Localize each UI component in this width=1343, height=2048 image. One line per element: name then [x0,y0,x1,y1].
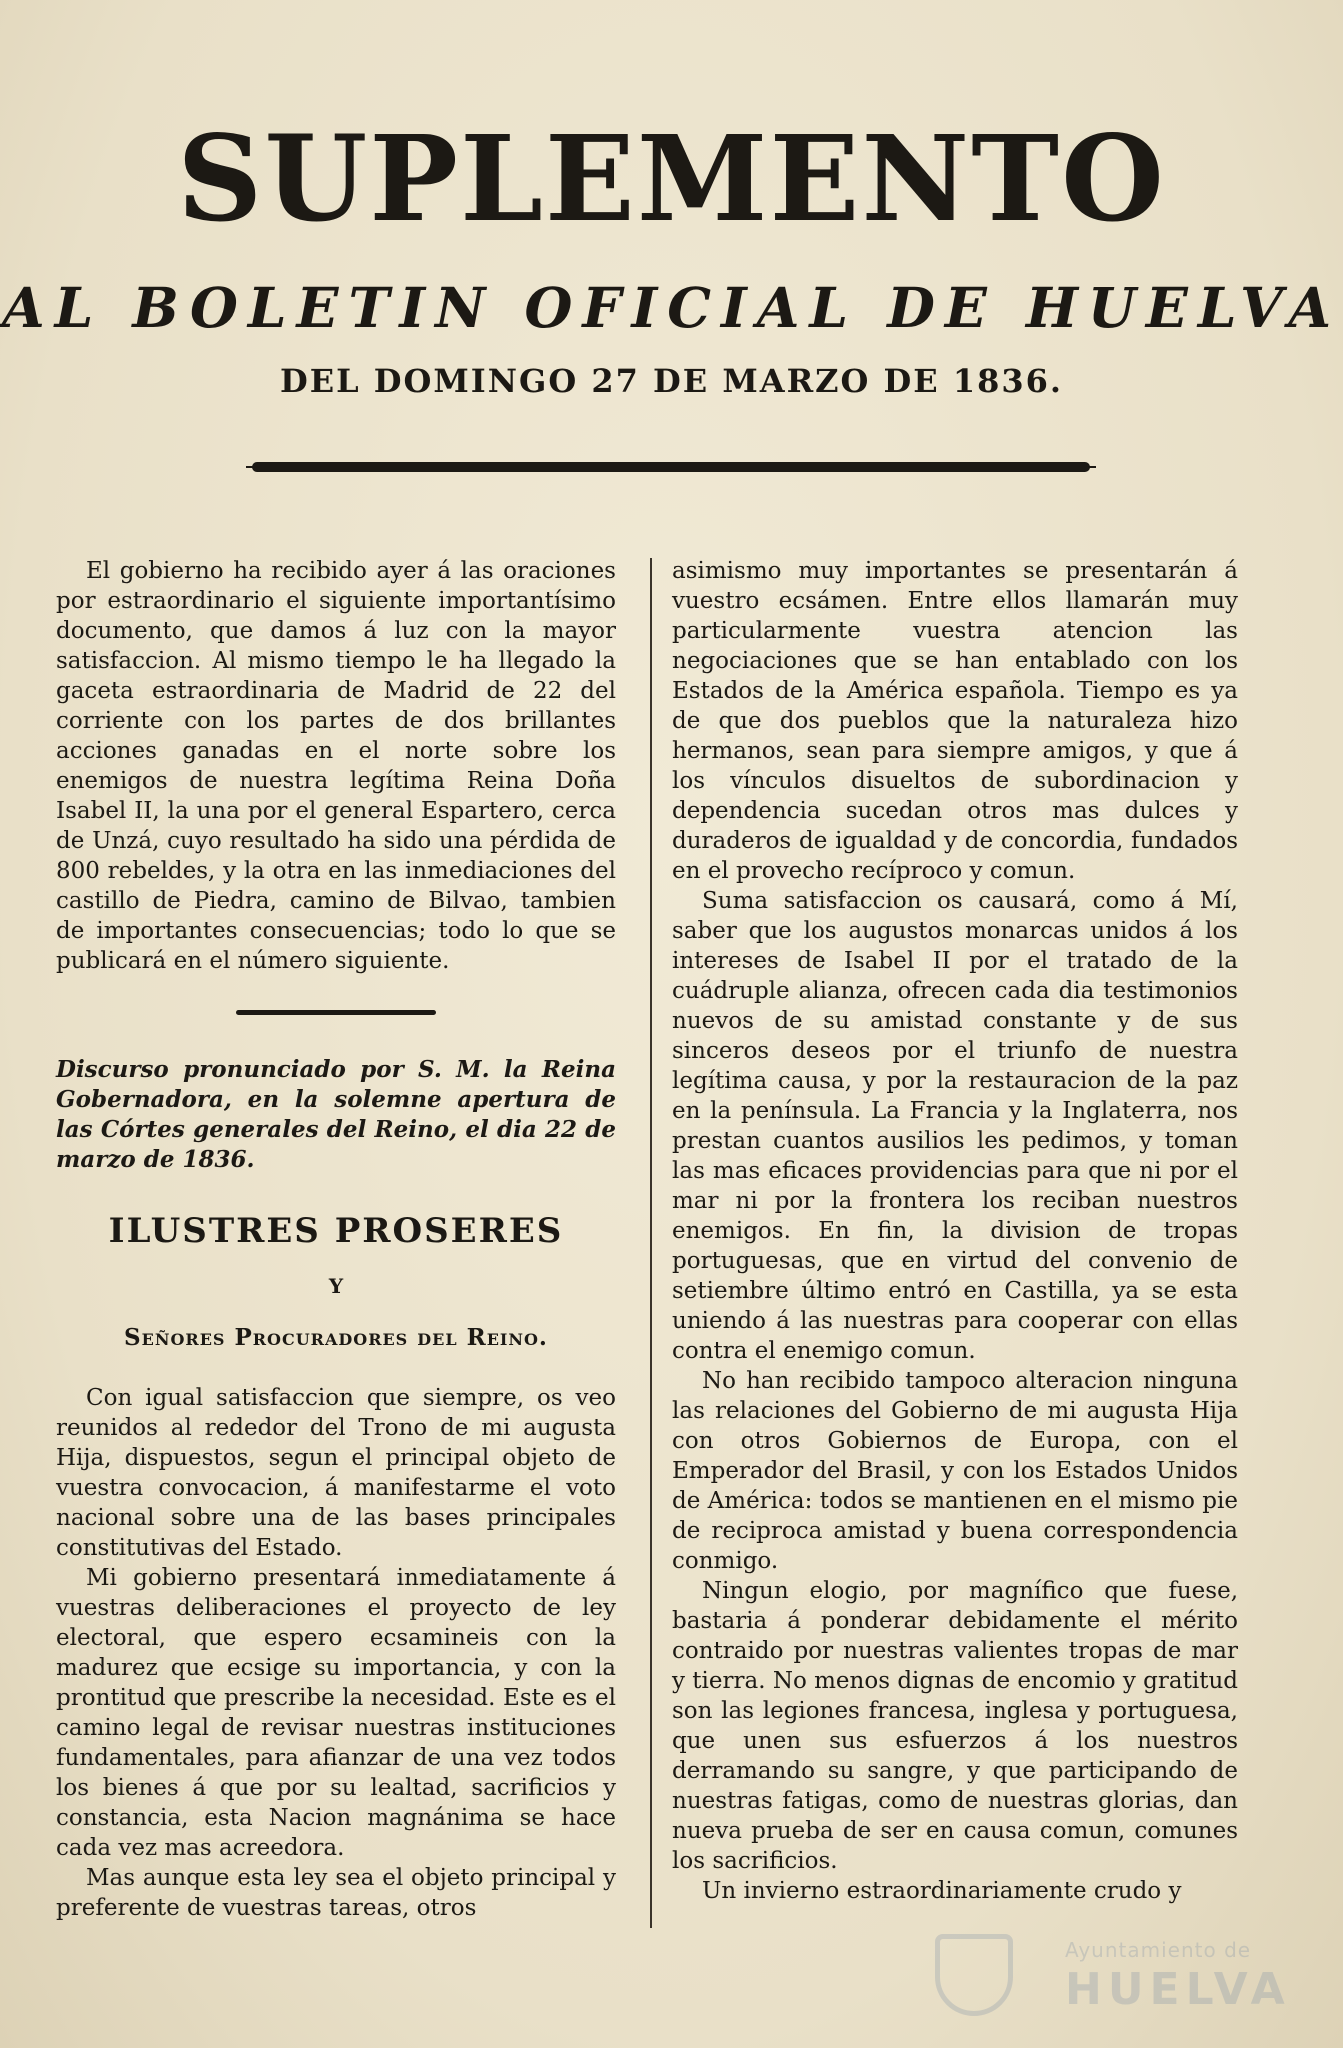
city-seal-icon [935,1934,1013,2016]
right-column [672,556,1238,1906]
speech-paragraph: Con igual satisfaccion que siempre, os veo reunidos al rededor del Trono de mi augusta Hija, dispuestos, segun el principal objeto de vuestra convocacion, á manifestarme el voto nacional sobre una de las bases principales constitutivas del Estado. [56,1385,616,1561]
speech-heading-y: Y [328,1274,344,1298]
speech-intro: Discurso pronunciado por S. M. la Reina Gobernadora, en la solemne apertura de las Córtes generales del Reino, el dia 22 de marzo de 1836. [56,1056,616,1173]
column-divider [650,558,652,1928]
speech-heading-procuradores: Señores Procuradores del Reino. [124,1324,548,1351]
masthead-date: DEL DOMINGO 27 DE MARZO DE 1836. [279,362,1064,400]
masthead-rule [252,462,1090,472]
speech-paragraph: Mi gobierno presentará inmediatamente á vuestras deliberaciones el proyecto de ley electoral, que espero ecsamineis con la madurez que ecsige su importancia, y con la prontitud que prescribe la necesidad. Este es el camino legal de revisar nuestras instituciones fundamentales, para afianzar de una vez todos los bienes á que por su lealtad, sacrificios y constancia, esta Nacion magnánima se hace cada vez mas acreedora. [56,1565,616,1861]
speech-paragraph: Ningun elogio, por magnífico que fuese, bastaria á ponderar debidamente el mérito contraido por nuestras valientes tropas de mar y tierra. No menos dignas de encomio y gratitud son las legiones francesa, inglesa y portuguesa, que unen sus esfuerzos á los nuestros derramando su sangre, y que participando de nuestras fatigas, como de nuestras glorias, dan nueva prueba de ser en causa comun, comunes los sacrificios. [672,1578,1238,1874]
speech-paragraph: Un invierno estraordinariamente crudo y [702,1878,1182,1904]
watermark-line-1: Ayuntamiento de [1065,1938,1252,1962]
speech-paragraph: Mas aunque esta ley sea el objeto principal y preferente de vuestras tareas, otros [56,1865,616,1921]
speech-paragraph: No han recibido tampoco alteracion ninguna las relaciones del Gobierno de mi augusta Hija con otros Gobiernos de Europa, con el Emperador del Brasil, y con los Estados Unidos de América: todos se mantienen en el mismo pie de reciproca amistad y buena correspondencia conmigo. [672,1368,1238,1574]
archive-watermark [935,1930,1291,2020]
left-column [56,556,616,1923]
speech-paragraph: Suma satisfaccion os causará, como á Mí, saber que los augustos monarcas unidos á los intereses de Isabel II por el tratado de la cuádruple alianza, ofrecen cada dia testimonios nuevos de su amistad constante y de sus sinceros deseos por el triunfo de nuestra legítima causa, y por la restauracion de la paz en la península. La Francia y la Inglaterra, nos prestan cuantos ausilios les pedimos, y toman las mas eficaces providencias para que ni por el mar ni por la frontera los reciban nuestros enemigos. En fin, la division de tropas portuguesas, que en virtud del convenio de setiembre último entró en Castilla, ya se esta uniendo á las nuestras para cooperar con ellas contra el enemigo comun. [672,888,1238,1364]
watermark-line-2: HUELVA [1065,1964,1291,2015]
section-rule [236,1010,436,1015]
speech-heading-proceres: ILUSTRES PROSERES [108,1211,564,1251]
announcement-paragraph: El gobierno ha recibido ayer á las oraciones por estraordinario el siguiente importantísimo documento, que damos á luz con la mayor satisfaccion. Al mismo tiempo le ha llegado la gaceta estraordinaria de Madrid de 22 del corriente con los partes de dos brillantes acciones ganadas en el norte sobre los enemigos de nuestra legítima Reina Doña Isabel II, la una por el general Espartero, cerca de Unzá, cuyo resultado ha sido una pérdida de 800 rebeldes, y la otra en las inmediaciones del castillo de Piedra, camino de Bilvao, tambien de importantes consecuencias; todo lo que se publicará en el número siguiente. [56,558,616,974]
masthead-title: SUPLEMENTO [177,109,1166,248]
masthead-subtitle: AL BOLETIN OFICIAL DE HUELVA [1,275,1342,340]
speech-paragraph: asimismo muy importantes se presentarán á vuestro ecsámen. Entre ellos llamarán muy particularmente vuestra atencion las negociaciones que se han entablado con los Estados de la América española. Tiempo es ya de que dos pueblos que la naturaleza hizo hermanos, sean para siempre amigos, y que á los vínculos disueltos de subordinacion y dependencia sucedan otros mas dulces y duraderos de igualdad y de concordia, fundados en el provecho recíproco y comun. [672,558,1238,884]
